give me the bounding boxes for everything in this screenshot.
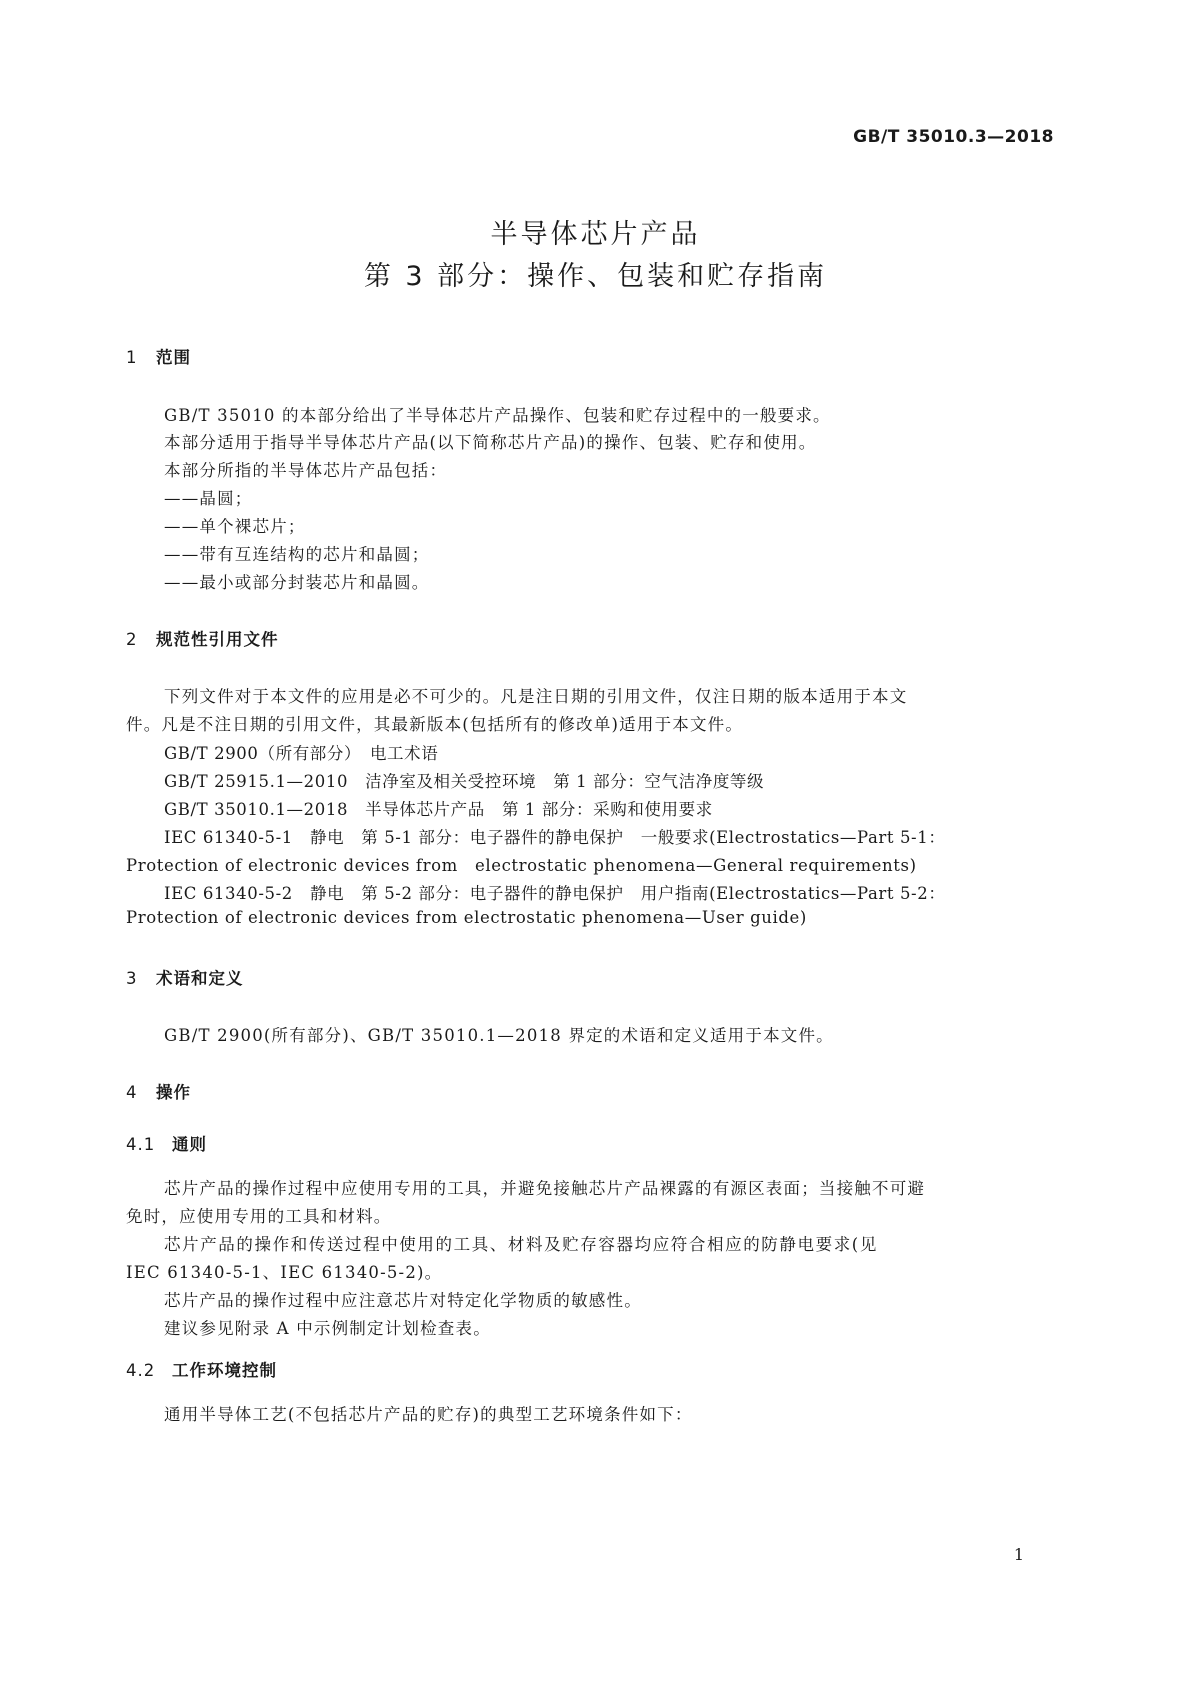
paragraph: 免时，应使用专用的工具和材料。 xyxy=(126,1207,392,1226)
standard-code: GB/T 35010.3—2018 xyxy=(853,127,1054,147)
paragraph: 建议参见附录 A 中示例制定计划检查表。 xyxy=(164,1319,491,1338)
document-title-line1: 半导体芯片产品 xyxy=(490,219,701,250)
reference-item: Protection of electronic devices from electrostatic phenomena—General requirements) xyxy=(126,856,917,875)
reference-item: GB/T 2900（所有部分） 电工术语 xyxy=(164,744,439,763)
subsection-title: 通则 xyxy=(172,1135,207,1154)
paragraph: 下列文件对于本文件的应用是必不可少的。凡是注日期的引用文件，仅注日期的版本适用于本文 xyxy=(164,687,908,706)
paragraph: IEC 61340-5-1、IEC 61340-5-2)。 xyxy=(126,1263,443,1282)
section-title: 操作 xyxy=(156,1083,191,1102)
paragraph: 本部分适用于指导半导体芯片产品(以下简称芯片产品)的操作、包装、贮存和使用。 xyxy=(164,433,817,452)
section-number: 1 xyxy=(126,348,138,367)
section-2-heading xyxy=(126,626,279,650)
section-3-heading xyxy=(126,965,244,989)
subsection-number: 4.2 xyxy=(126,1361,156,1380)
section-number: 3 xyxy=(126,969,138,988)
paragraph: 芯片产品的操作过程中应使用专用的工具，并避免接触芯片产品裸露的有源区表面；当接触不可避 xyxy=(164,1179,926,1198)
document-title-line2: 第 3 部分：操作、包装和贮存指南 xyxy=(363,261,828,292)
section-title: 范围 xyxy=(156,348,191,367)
subsection-4-1-heading xyxy=(126,1131,207,1155)
subsection-number: 4.1 xyxy=(126,1135,156,1154)
list-item: ——带有互连结构的芯片和晶圆； xyxy=(164,545,430,564)
list-item: ——晶圆； xyxy=(164,489,253,508)
reference-item: GB/T 25915.1—2010 洁净室及相关受控环境 第 1 部分：空气洁净度等级 xyxy=(164,772,765,791)
section-number: 4 xyxy=(126,1083,138,1102)
section-1-heading xyxy=(126,344,191,368)
reference-item: GB/T 35010.1—2018 半导体芯片产品 第 1 部分：采购和使用要求 xyxy=(164,800,713,819)
section-4-heading xyxy=(126,1079,191,1103)
paragraph: 芯片产品的操作和传送过程中使用的工具、材料及贮存容器均应符合相应的防静电要求(见 xyxy=(164,1235,878,1254)
section-title: 术语和定义 xyxy=(156,969,244,988)
paragraph: GB/T 35010 的本部分给出了半导体芯片产品操作、包装和贮存过程中的一般要求。 xyxy=(164,406,831,425)
paragraph: 件。凡是不注日期的引用文件，其最新版本(包括所有的修改单)适用于本文件。 xyxy=(126,715,744,734)
paragraph: GB/T 2900(所有部分)、GB/T 35010.1—2018 界定的术语和定义适用于本文件。 xyxy=(164,1026,834,1045)
page-number: 1 xyxy=(1013,1545,1024,1564)
list-item: ——单个裸芯片； xyxy=(164,517,306,536)
reference-item: IEC 61340-5-2 静电 第 5-2 部分：电子器件的静电保护 用户指南(Electrostatics—Part 5-2： xyxy=(164,884,946,903)
paragraph: 本部分所指的半导体芯片产品包括： xyxy=(164,461,448,480)
section-number: 2 xyxy=(126,630,138,649)
subsection-title: 工作环境控制 xyxy=(172,1361,277,1380)
list-item: ——最小或部分封装芯片和晶圆。 xyxy=(164,573,430,592)
paragraph: 芯片产品的操作过程中应注意芯片对特定化学物质的敏感性。 xyxy=(164,1291,642,1310)
subsection-4-2-heading xyxy=(126,1357,277,1381)
paragraph: 通用半导体工艺(不包括芯片产品的贮存)的典型工艺环境条件如下： xyxy=(164,1405,693,1424)
section-title: 规范性引用文件 xyxy=(156,630,279,649)
reference-item: IEC 61340-5-1 静电 第 5-1 部分：电子器件的静电保护 一般要求(Electrostatics—Part 5-1： xyxy=(164,828,946,847)
reference-item: Protection of electronic devices from electrostatic phenomena—User guide) xyxy=(126,908,807,927)
